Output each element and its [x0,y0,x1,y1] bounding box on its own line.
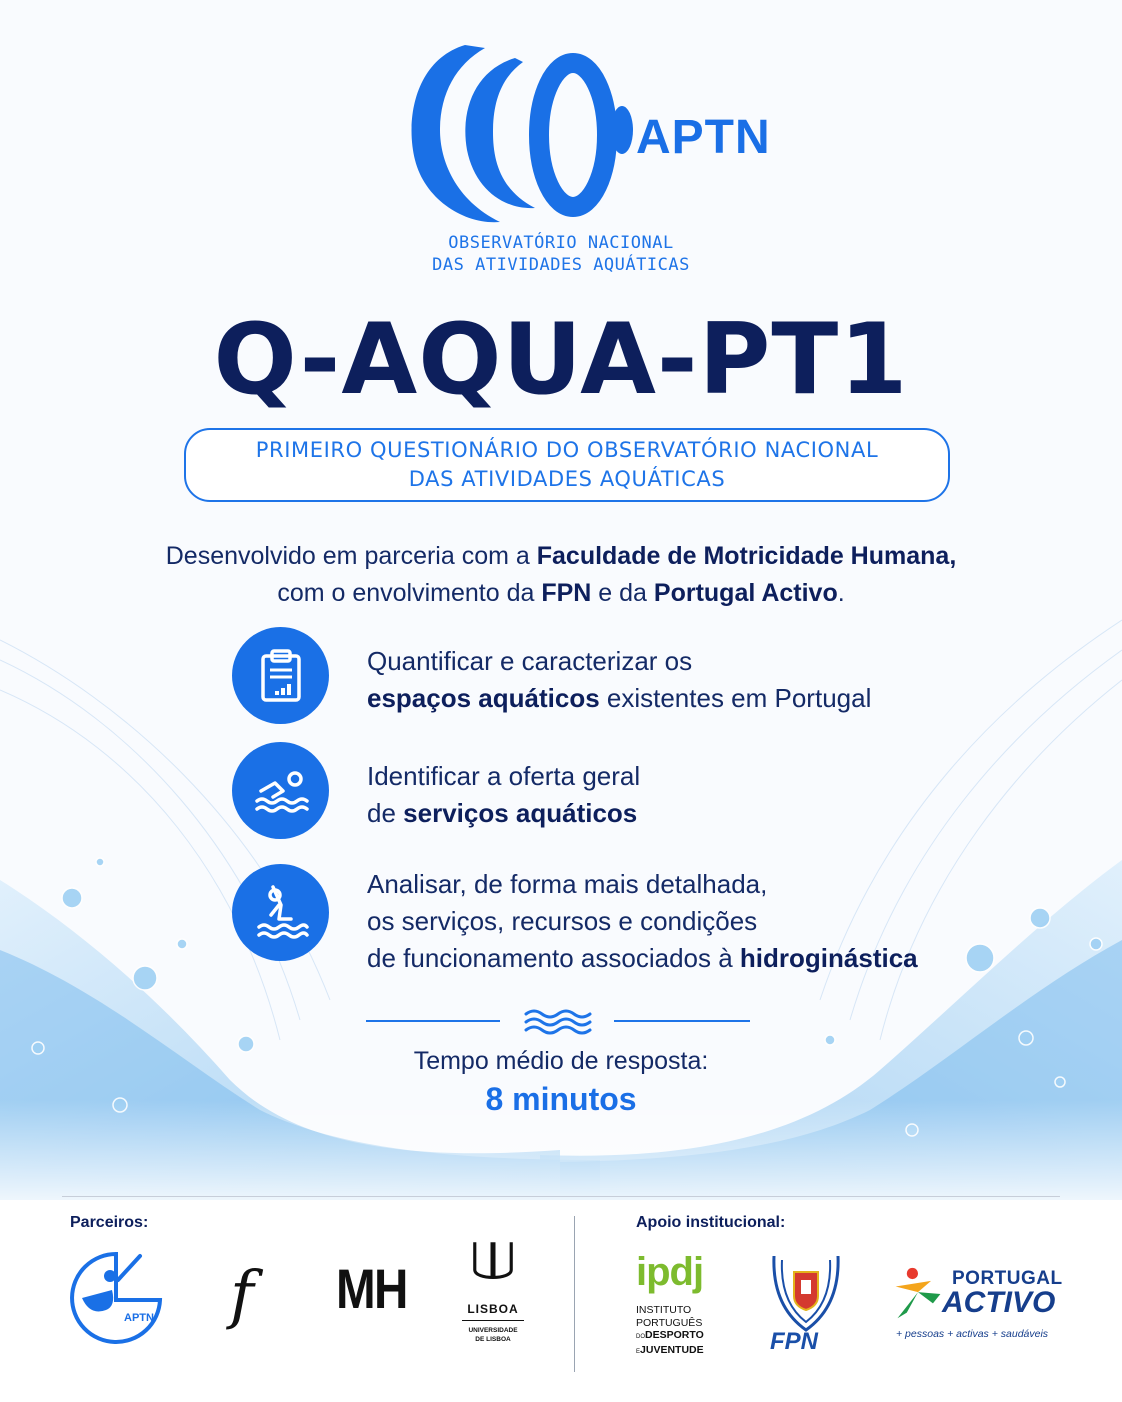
ipdj-mark [636,1250,703,1294]
objective-item [232,742,992,842]
partner-portugal-activo: Portugal Activo [653,579,838,607]
ipdj-line-small: DO [636,1334,645,1340]
partners-label: Parceiros: [70,1214,149,1231]
objective-line: Identificar a oferta geral [367,761,641,791]
intro-text-part: com o envolvimento da [277,579,542,607]
aptn-swimmer-logo [68,1250,164,1354]
support-logo-portugal-activo [890,1266,1070,1346]
objective-item [232,864,992,984]
ipdj-line: PORTUGUÊS [636,1316,703,1329]
ipdj-line-bold: DESPORTO [645,1329,704,1341]
ulisboa-sub-line: DE LISBOA [475,1336,511,1343]
aptn-logo-mark [405,40,635,230]
objective-icon-circle [232,627,329,724]
ulisboa-u-mark [471,1230,515,1296]
partner-logo-f: f [230,1258,254,1332]
logo-subtitle [0,232,1122,276]
hydrogymnastics-icon [251,883,311,943]
intro-text-part: e da [591,579,654,607]
portugal-activo-line2: ACTIVO [942,1286,1056,1319]
intro-text [0,538,1122,612]
support-logo-ipdj [632,1250,722,1370]
intro-text-part: Desenvolvido em parceria com a [165,542,537,570]
clipboard-chart-icon [251,646,311,706]
fpn-crest-icon [766,1246,846,1336]
objective-highlight: espaços aquáticos [367,683,600,713]
response-time-value: 8 minutos [485,1081,637,1117]
objective-line: Analisar, de forma mais detalhada, [367,869,768,899]
ipdj-text [636,1304,704,1358]
objective-text [367,643,871,717]
partner-fpn: FPN [541,579,592,607]
subtitle-box [184,428,950,502]
objective-text [367,758,640,832]
support-label: Apoio institucional: [636,1214,786,1231]
subtitle-line1: PRIMEIRO QUESTIONÁRIO DO OBSERVATÓRIO NACIONAL [255,438,879,462]
portugal-activo-figure-icon [890,1266,946,1322]
aptn-footer-text: APTN [124,1312,154,1324]
ulisboa-rule [462,1320,524,1321]
divider-line-left [366,1020,500,1022]
portugal-activo-line1: PORTUGAL [952,1268,1063,1289]
page-title: Q-AQUA-PT1 [213,303,909,417]
ulisboa-sub [452,1326,534,1344]
portugal-activo-tagline: + pessoas + activas + saudáveis [896,1328,1049,1340]
partner-logo-ulisboa [458,1230,528,1360]
swimmer-icon [251,761,311,821]
partner-logo-aptn [68,1250,164,1354]
support-logo-fpn [766,1246,846,1366]
ipdj-line-small: E [636,1348,641,1355]
response-time-label: Tempo médio de resposta: [413,1047,709,1075]
footer-divider [62,1196,1060,1197]
objective-highlight: serviços aquáticos [403,798,638,828]
objective-item [232,627,992,727]
footer-separator [574,1216,575,1372]
objective-line: os serviços, recursos e condições [367,906,758,936]
objective-text [367,866,918,977]
objective-line: de [367,798,404,828]
ipdj-mark-text: ipdj [636,1250,704,1294]
objective-line: de funcionamento associados à [367,943,740,973]
objective-line: existentes em Portugal [599,683,872,713]
ulisboa-sub-line: UNIVERSIDADE [468,1327,518,1334]
intro-text-part: . [837,579,845,607]
divider-line-right [614,1020,750,1022]
fpn-text: FPN [770,1328,818,1355]
objective-icon-circle [232,864,329,961]
logo-subtitle-line2: DAS ATIVIDADES AQUÁTICAS [432,255,690,275]
ulisboa-name: LISBOA [467,1302,519,1316]
partner-fmh: Faculdade de Motricidade Humana, [536,542,957,570]
ipdj-line: INSTITUTO [636,1304,692,1316]
waves-icon [524,1008,594,1036]
logo-name: APTN [636,111,771,164]
partner-logo-mh: MH [336,1257,407,1320]
ipdj-line-bold: JUVENTUDE [640,1343,704,1356]
objective-icon-circle [232,742,329,839]
subtitle-line2: DAS ATIVIDADES AQUÁTICAS [408,467,726,491]
objective-highlight: hidroginástica [739,943,918,973]
objective-line: Quantificar e caracterizar os [367,646,693,676]
logo-subtitle-line1: OBSERVATÓRIO NACIONAL [448,233,674,253]
